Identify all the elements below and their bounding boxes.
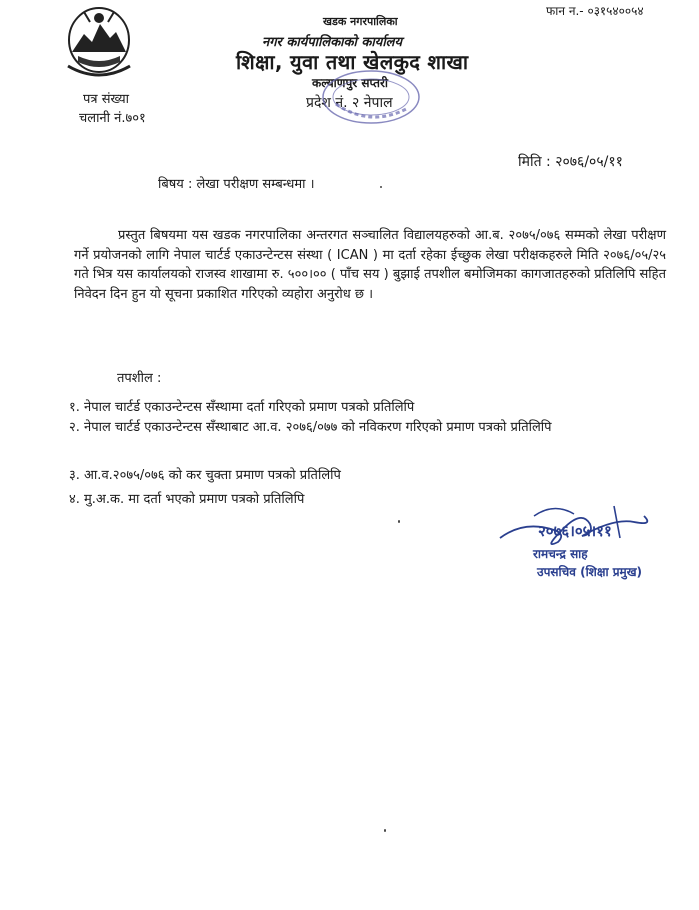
scan-speck <box>380 186 382 188</box>
signatory-title: उपसचिव (शिक्षा प्रमुख) <box>537 565 643 579</box>
tapsil-item: ४. मु.अ.क. मा दर्ता भएको प्रमाण पत्रको प्रतिलिपि <box>69 492 305 507</box>
tapsil-heading: तपशील : <box>117 371 162 386</box>
signatory-name: रामचन्द्र साह <box>533 547 588 561</box>
tapsil-item: ३. आ.व.२०७५/०७६ को कर चुक्ता प्रमाण पत्रको प्रतिलिपि <box>69 468 341 483</box>
nepal-emblem-logo <box>64 4 134 80</box>
letter-date: मिति : २०७६/०५/११ <box>518 154 623 170</box>
tapsil-item: १. नेपाल चार्टर्ड एकाउन्टेन्टस सँस्थामा दर्ता गरिएको प्रमाण पत्रको प्रतिलिपि <box>69 400 415 415</box>
letter-body: प्रस्तुत बिषयमा यस खडक नगरपालिका अन्तरगत सञ्चालित विद्यालयहरुको आ.ब. २०७५/०७६ सम्मको लेखा परीक्षण गर्ने प्रयोजनको लागि नेपाल चार्टर्ड एकाउन्टेन्टस संस्था ( ICAN ) मा दर्ता रहेका ईच्छुक लेखा परीक्षकहरुले मिति २०७६/०५/२५ गते भित्र यस कार्यालयको राजस्व शाखामा रु. ५००।०० ( पाँच सय ) बुझाई तपशील बमोजिमका कागजातहरुको प्रतिलिपि सहित निवेदन दिन हुन यो सूचना प्रकाशित गरिएको व्यहोरा अनुरोध छ । <box>74 228 666 302</box>
municipality-name: खडक नगरपालिका <box>323 15 398 28</box>
signature-date: २०७६।०५।११ <box>538 522 612 540</box>
tapsil-item: २. नेपाल चार्टर्ड एकाउन्टेन्टस सँस्थाबाट आ.व. २०७६/०७७ को नविकरण गरिएको प्रमाण पत्रको प्रतिलिपि <box>69 420 552 435</box>
scan-speck <box>398 520 400 523</box>
chalani-number: चलानी नं.७०१ <box>79 111 146 126</box>
patra-sankhya-label: पत्र संख्या <box>83 92 129 107</box>
section-name: शिक्षा, युवा तथा खेलकुद शाखा <box>236 50 469 74</box>
phone-number: फान न.- ०३१५४००५४ <box>546 4 644 18</box>
scan-speck <box>384 829 386 832</box>
office-name: नगर कार्यपालिकाको कार्यालय <box>262 35 403 50</box>
province-name: प्रदेश नं. २ नेपाल <box>306 95 393 111</box>
office-stamp <box>316 64 426 130</box>
office-location: कल्याणपुर सप्तरी <box>312 76 389 90</box>
letter-subject: बिषय : लेखा परीक्षण सम्बन्धमा । <box>158 177 315 192</box>
